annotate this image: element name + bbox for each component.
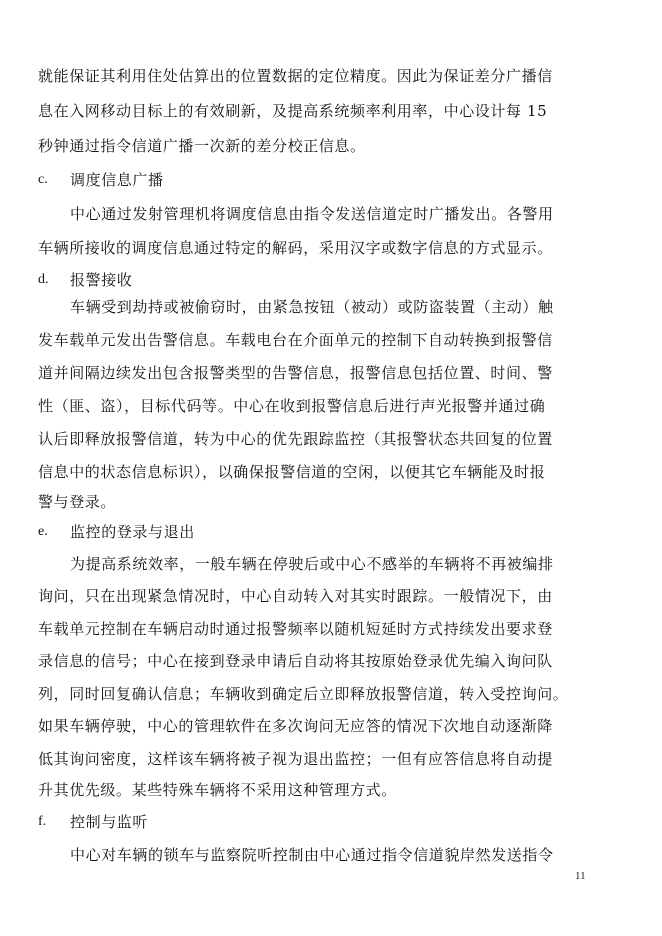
paragraph-line: 车载单元控制在车辆启动时通过报警频率以随机短延时方式持续发出要求登: [38, 620, 553, 638]
paragraph-line: 就能保证其利用住处估算出的位置数据的定位精度。因此为保证差分广播信: [38, 67, 553, 85]
paragraph-line: 道并间隔边续发出包含报警类型的告警信息，报警信息包括位置、时间、警: [38, 364, 553, 382]
paragraph-line: 车辆受到劫持或被偷窃时，由紧急按钮（被动）或防盗装置（主动）触: [70, 298, 554, 316]
paragraph-line: 认后即释放报警信道，转为中心的优先跟踪监控（其报警状态共回复的位置: [38, 430, 553, 448]
paragraph-line: 息在入网移动目标上的有效刷新，及提高系统频率利用率，中心设计每 15: [38, 102, 548, 120]
section-e-title: 监控的登录与退出: [70, 523, 195, 541]
section-d-title: 报警接收: [70, 271, 133, 289]
section-f-title: 控制与监听: [70, 813, 149, 831]
paragraph-line: 列，同时回复确认信息；车辆收到确定后立即释放报警信道，转入受控询问。: [38, 685, 569, 703]
paragraph-line: 车辆所接收的调度信息通过特定的解码，采用汉字或数字信息的方式显示。: [38, 239, 553, 257]
paragraph-line: 中心对车辆的锁车与监察院听控制由中心通过指令信道貌岸然发送指令: [70, 846, 554, 864]
paragraph-line: 如果车辆停驶，中心的管理软件在多次询问无应答的情况下次地自动逐渐降: [38, 717, 553, 735]
paragraph-line: 发车载单元发出告警信息。车载电台在介面单元的控制下自动转换到报警信: [38, 331, 553, 349]
paragraph-line: 升其优先级。某些特殊车辆将不采用这种管理方式。: [38, 781, 397, 799]
paragraph-line: 询问，只在出现紧急情况时，中心自动转入对其实时跟踪。一般情况下，由: [38, 587, 553, 605]
section-e-marker: e.: [38, 524, 48, 539]
section-c-title: 调度信息广播: [70, 171, 164, 189]
paragraph-line: 秒钟通过指令信道广播一次新的差分校正信息。: [38, 137, 366, 155]
paragraph-line: 中心通过发射管理机将调度信息由指令发送信道定时广播发出。各警用: [70, 205, 554, 223]
section-d-marker: d.: [38, 272, 49, 287]
paragraph-line: 录信息的信号；中心在接到登录申请后自动将其按原始登录优先编入询问队: [38, 652, 553, 670]
paragraph-line: 警与登录。: [38, 493, 117, 511]
section-c-marker: c.: [38, 172, 48, 187]
paragraph-line: 信息中的状态信息标识），以确保报警信道的空闲，以便其它车辆能及时报: [38, 463, 546, 481]
paragraph-line: 低其询问密度，这样该车辆将被子视为退出监控；一但有应答信息将自动提: [38, 750, 553, 768]
page-number: 11: [575, 870, 586, 882]
paragraph-line: 性（匪、盗），目标代码等。中心在收到报警信息后进行声光报警并通过确: [38, 397, 546, 415]
paragraph-line: 为提高系统效率，一般车辆在停驶后或中心不感举的车辆将不再被编排: [70, 555, 554, 573]
section-f-marker: f.: [38, 814, 47, 829]
